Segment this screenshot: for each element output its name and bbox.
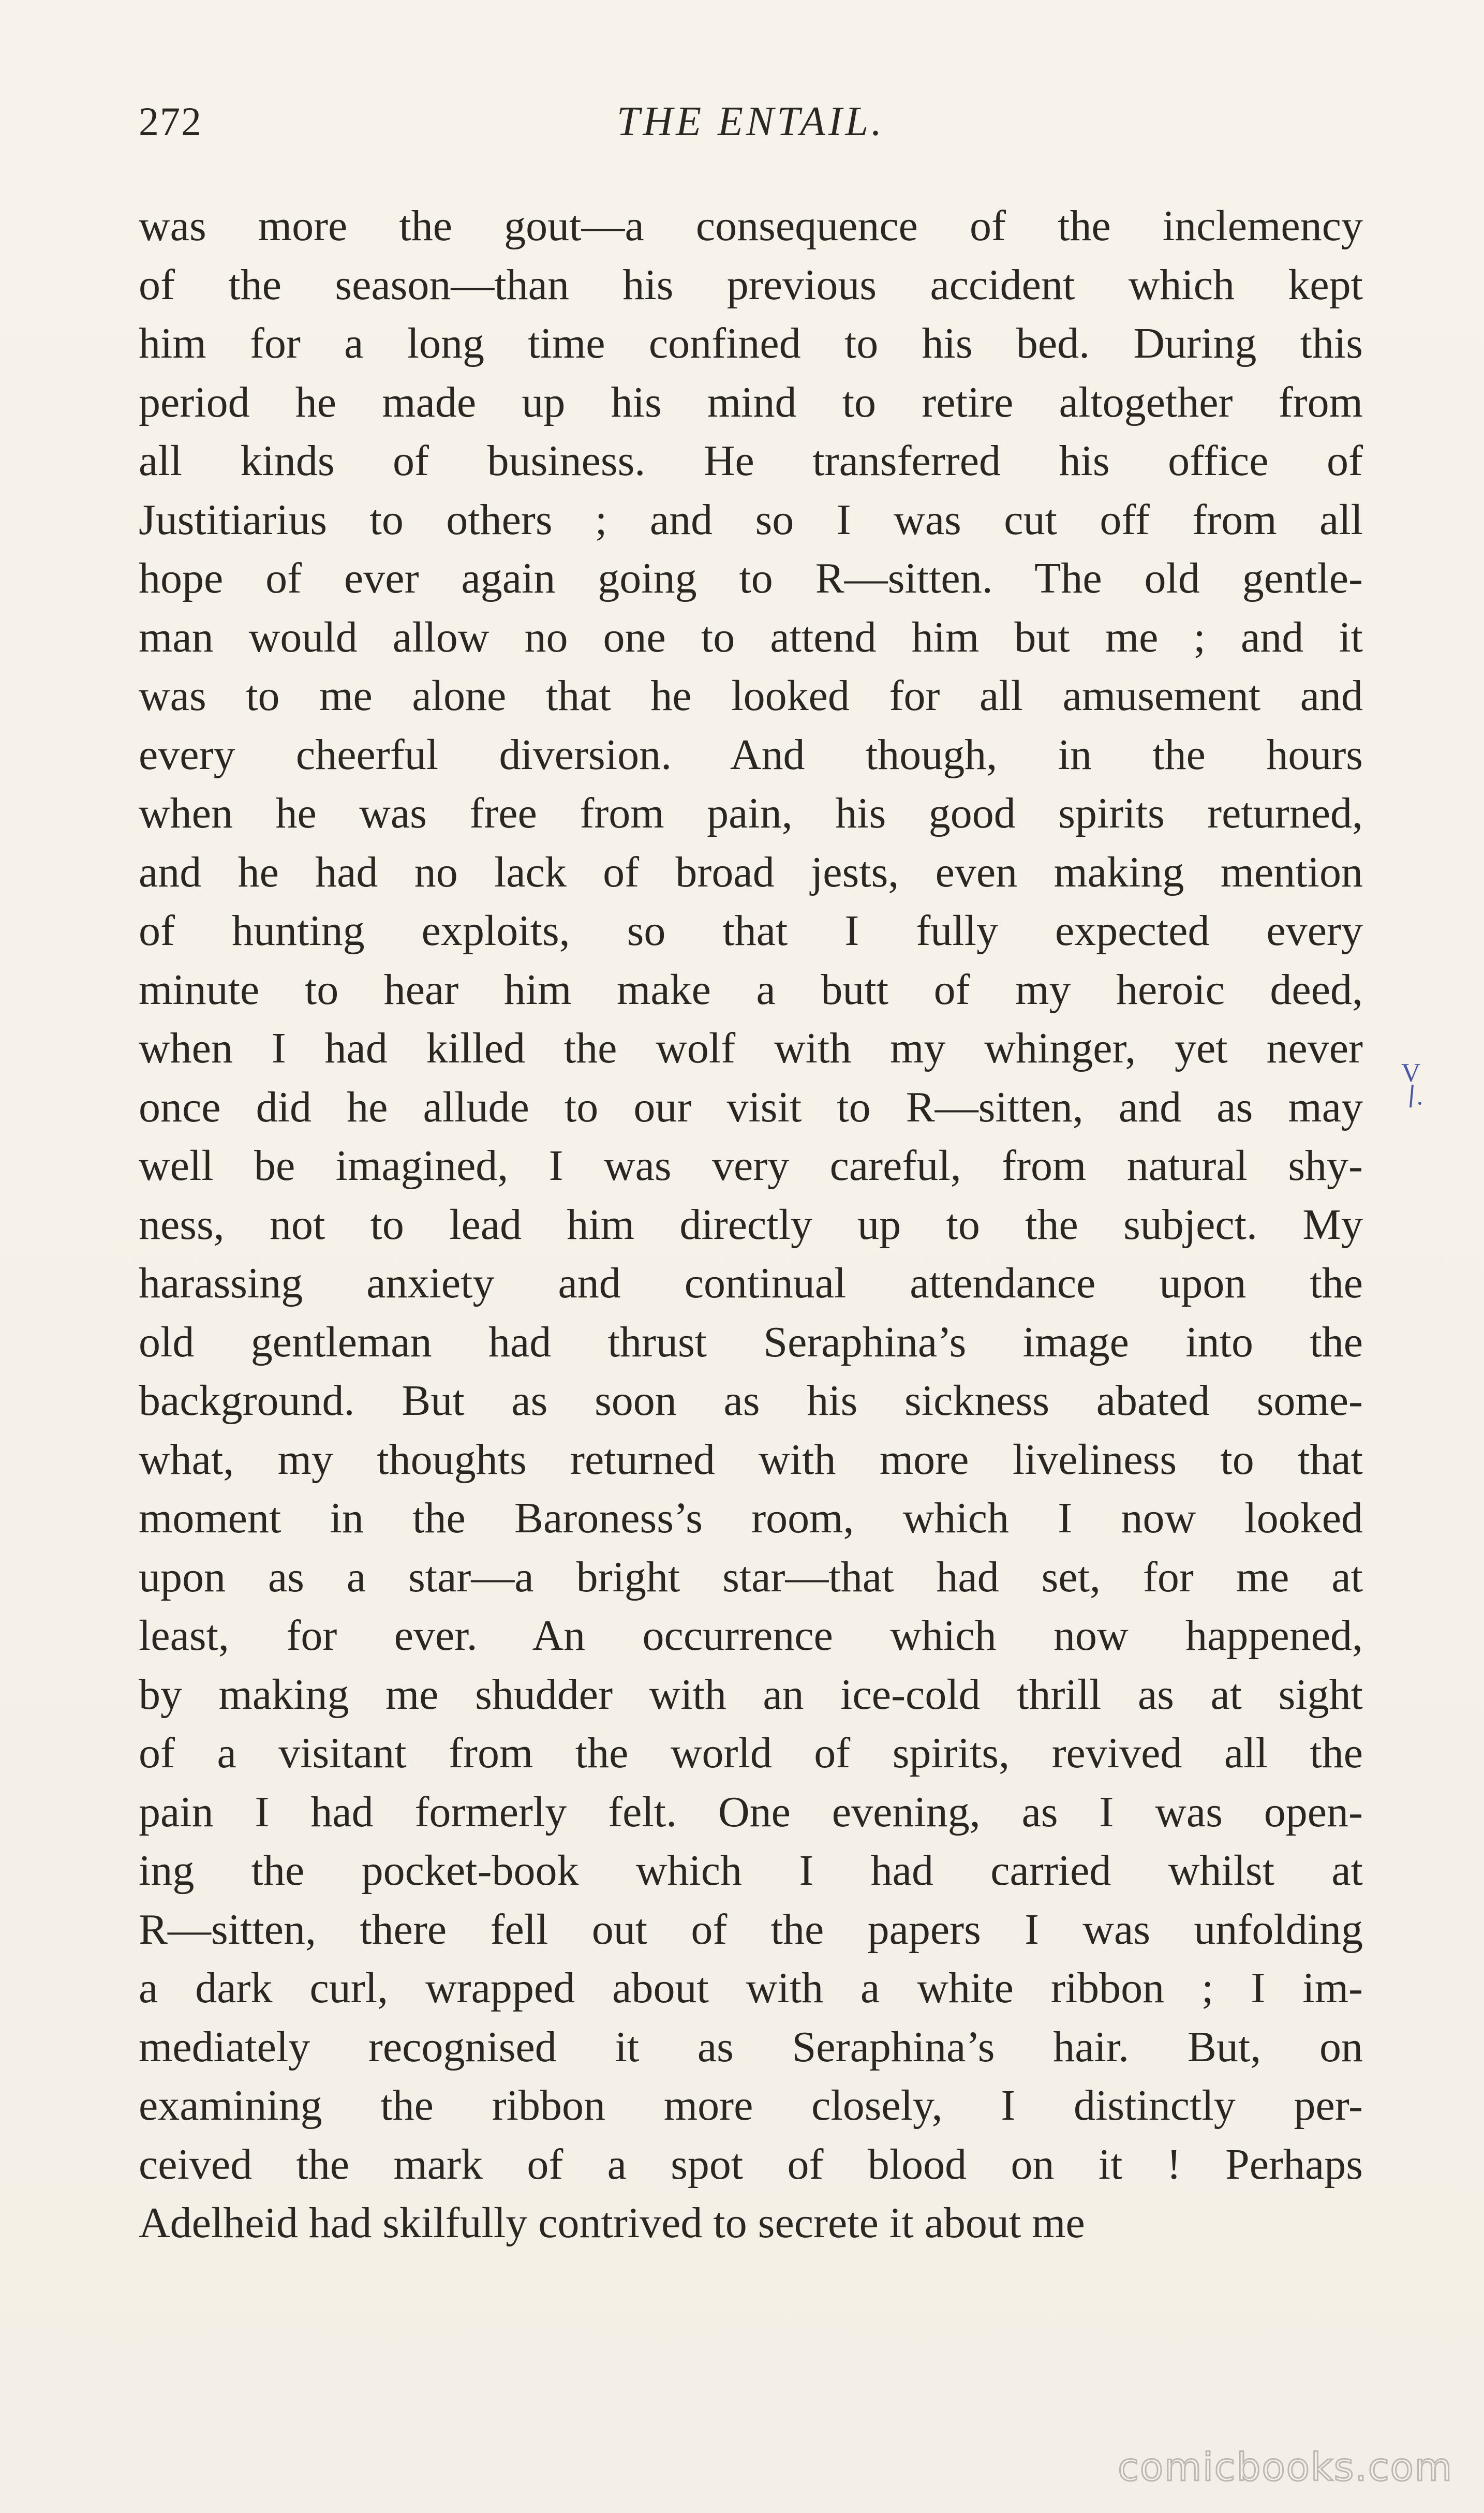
text-line: R—sitten, there fell out of the papers I was unfolding — [139, 1905, 1363, 1954]
text-line: him for a long time confined to his bed. During this — [139, 319, 1363, 367]
text-line: background. But as soon as his sickness abated some- — [139, 1377, 1363, 1425]
text-line: of a visitant from the world of spirits, revived all the — [139, 1729, 1363, 1777]
text-line: Adelheid had skilfully contrived to secrete it about me — [139, 2199, 1085, 2247]
margin-mark-glyph: V — [1401, 1058, 1421, 1088]
running-title: THE ENTAIL. — [617, 99, 885, 144]
text-line: all kinds of business. He transferred his office of — [139, 437, 1363, 485]
text-line: once did he allude to our visit to R—sitten, and as may — [139, 1083, 1363, 1131]
text-line: least, for ever. An occurrence which now happened, — [139, 1612, 1363, 1660]
text-line: well be imagined, I was very careful, from natural shy- — [139, 1142, 1363, 1190]
page-header — [139, 98, 1363, 155]
text-line: pain I had formerly felt. One evening, as I was open- — [139, 1787, 1363, 1836]
text-line: moment in the Baroness’s room, which I now looked — [139, 1494, 1363, 1542]
text-line: was to me alone that he looked for all amusement and — [139, 672, 1363, 720]
text-line: what, my thoughts returned with more liveliness to that — [139, 1435, 1363, 1484]
text-line: and he had no lack of broad jests, even making mention — [139, 848, 1363, 896]
text-line: harassing anxiety and continual attendance upon the — [139, 1259, 1363, 1307]
text-line: when he was free from pain, his good spirits returned, — [139, 789, 1363, 837]
text-line: every cheerful diversion. And though, in the hours — [139, 730, 1363, 779]
text-line: minute to hear him make a butt of my heroic deed, — [139, 965, 1363, 1014]
text-line: upon as a star—a bright star—that had set, for me at — [139, 1553, 1363, 1601]
text-line: of hunting exploits, so that I fully expected every — [139, 907, 1363, 955]
margin-pencil-mark — [1397, 1056, 1428, 1118]
text-line: examining the ribbon more closely, I distinctly per- — [139, 2081, 1363, 2130]
text-line: of the season—than his previous accident which kept — [139, 260, 1363, 309]
text-line: by making me shudder with an ice-cold thrill as at sight — [139, 1670, 1363, 1719]
text-line: Justitiarius to others ; and so I was cut off from all — [139, 495, 1363, 544]
watermark: comicbooks.com — [1118, 2445, 1453, 2490]
text-line: was more the gout—a consequence of the inclemency — [139, 202, 1363, 250]
text-line: when I had killed the wolf with my whinger, yet never — [139, 1024, 1363, 1072]
page-number: 272 — [139, 99, 202, 144]
text-line: mediately recognised it as Seraphina’s hair. But, on — [139, 2022, 1363, 2071]
text-line: ing the pocket-book which I had carried whilst at — [139, 1846, 1363, 1895]
text-line: hope of ever again going to R—sitten. The old gentle- — [139, 554, 1363, 602]
text-line: old gentleman had thrust Seraphina’s image into the — [139, 1318, 1363, 1366]
text-line: man would allow no one to attend him but me ; and it — [139, 613, 1363, 661]
text-line: period he made up his mind to retire altogether from — [139, 378, 1363, 426]
body-text — [139, 197, 1363, 2253]
text-line: a dark curl, wrapped about with a white ribbon ; I im- — [139, 1964, 1363, 2012]
text-line: ness, not to lead him directly up to the subject. My — [139, 1200, 1363, 1249]
text-line: ceived the mark of a spot of blood on it ! Perhaps — [139, 2140, 1363, 2189]
